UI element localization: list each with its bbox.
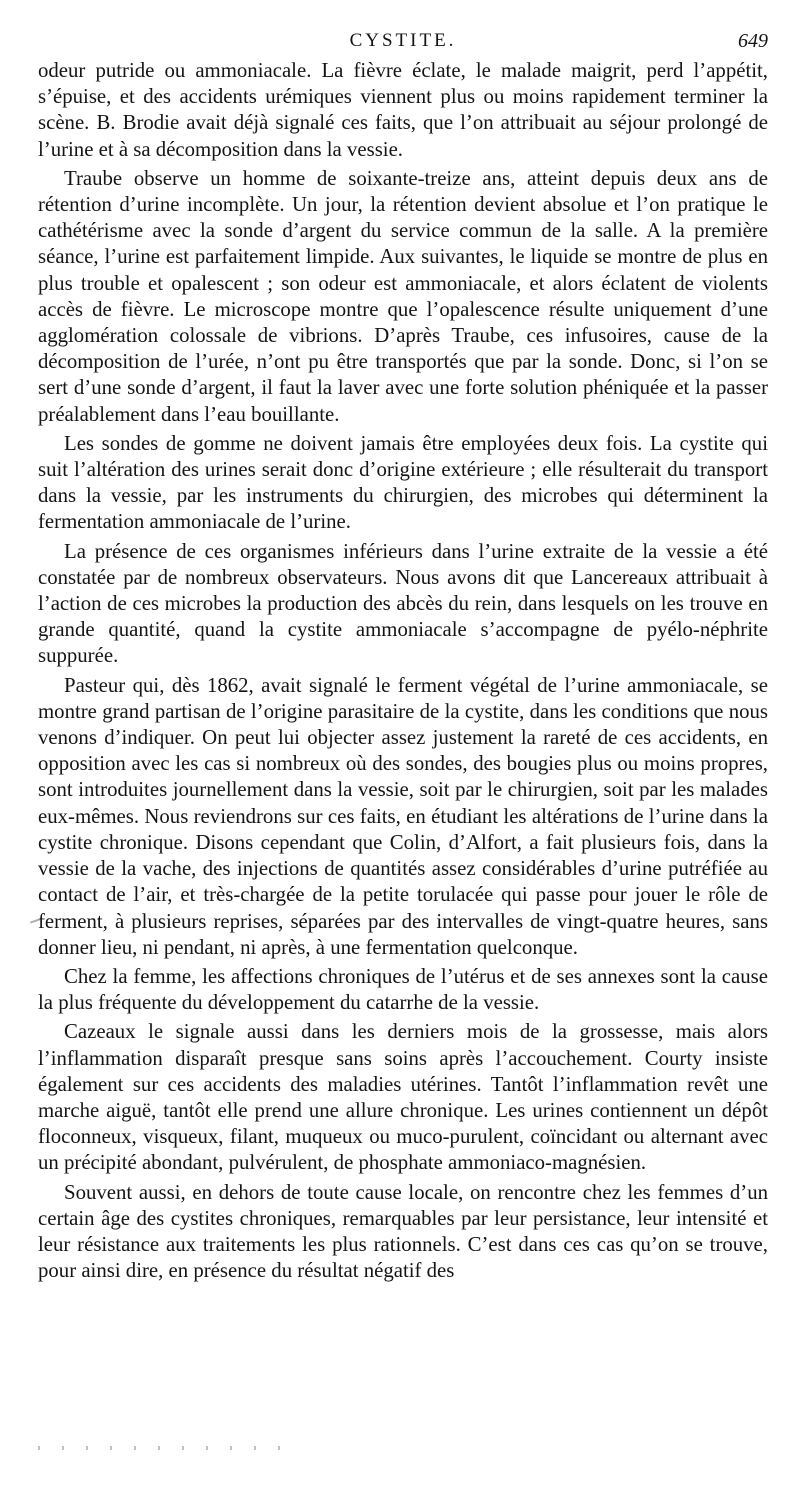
paragraph-women: Chez la femme, les affections chroniques de l’utérus et de ses annexes sont la cause la plus fréquente du développement du catarrhe de la vessie.: [38, 964, 768, 1015]
print-specks: [38, 1446, 288, 1450]
body-text: [38, 58, 768, 1284]
running-header: [38, 0, 768, 58]
paragraph-pasteur: Pasteur qui, dès 1862, avait signalé le ferment végétal de l’urine ammoniacale, se montre grand partisan de l’origine parasitaire de la cystite, dans les conditions que nous venons d’indiquer. On peut lui objecter assez justement la rareté de ces accidents, en opposition avec les cas si nombreux où des sondes, des bougies plus ou moins propres, sont introduites journellement dans la vessie, soit par le chirurgien, soit par les malades eux-mêmes. Nous reviendrons sur ces faits, en étudiant les altérations de l’urine dans la cystite chronique. Disons cependant que Colin, d’Alfort, a fait plusieurs fois, dans la vessie de la vache, des injections de quantités assez considérables d’urine putréfiée au contact de l’air, et très-chargée de la petite torulacée qui passe pour jouer le rôle de ferment, à plusieurs reprises, séparées par des intervalles de vingt-quatre heures, sans donner lieu, ni pendant, ni après, à une fermentation quelconque.: [38, 673, 768, 959]
paragraph-lower-organisms: La présence de ces organismes inférieurs dans l’urine extraite de la vessie a été constatée par de nombreux observateurs. Nous avons dit que Lancereaux attribuait à l’action de ces microbes la production des abcès du rein, dans lesquels on les trouve en grande quantité, quand la cystite ammoniacale s’accompagne de pyélo-néphrite suppurée.: [38, 539, 768, 668]
running-title: CYSTITE.: [349, 30, 457, 51]
paragraph-chronic-cystitis: Souvent aussi, en dehors de toute cause locale, on rencontre chez les femmes d’un certain âge des cystites chroniques, remarquables par leur persistance, leur intensité et leur résistance aux traitements les plus rationnels. C’est dans ces cas qu’on se trouve, pour ainsi dire, en présence du résultat négatif des: [38, 1180, 768, 1283]
paragraph-cazeaux: Cazeaux le signale aussi dans les derniers mois de la grossesse, mais alors l’inflammation disparaît presque sans soins après l’accouchement. Courty insiste également sur ces accidents des maladies utérines. Tantôt l’inflammation revêt une marche aiguë, tantôt elle prend une allure chronique. Les urines contiennent un dépôt floconneux, visqueux, filant, muqueux ou muco-purulent, coïncidant ou alternant avec un précipité abondant, pulvérulent, de phosphate ammoniaco-magnésien.: [38, 1020, 768, 1175]
page-number: 649: [738, 30, 768, 52]
book-page: [38, 0, 768, 1284]
paragraph-gum-catheters: Les sondes de gomme ne doivent jamais être employées deux fois. La cystite qui suit l’altération des urines serait donc d’origine extérieure ; elle résulterait du transport dans la vessie, par les instruments du chirurgien, des microbes qui déterminent la fermentation ammoniacale de l’urine.: [38, 431, 768, 534]
paragraph-continued: odeur putride ou ammoniacale. La fièvre éclate, le malade maigrit, perd l’appétit, s’épuise, et des accidents urémiques viennent plus ou moins rapidement terminer la scène. B. Brodie avait déjà signalé ces faits, que l’on attribuait au séjour prolongé de l’urine et à sa décomposition dans la vessie.: [38, 59, 768, 161]
paragraph-traube-case: Traube observe un homme de soixante-treize ans, atteint depuis deux ans de rétention d’urine incomplète. Un jour, la rétention devient absolue et l’on pratique le cathétérisme avec la sonde d’argent du service commun de la salle. A la première séance, l’urine est parfaitement limpide. Aux suivantes, le liquide se montre de plus en plus trouble et opalescent ; son odeur est ammoniacale, et alors éclatent de violents accès de fièvre. Le microscope montre que l’opalescence résulte uniquement d’une agglomération colossale de vibrions. D’après Traube, ces infusoires, cause de la décomposition de l’urée, n’ont pu être transportés que par la sonde. Donc, si l’on se sert d’une sonde d’argent, il faut la laver avec une forte solution phéniquée et la passer préalablement dans l’eau bouillante.: [38, 166, 768, 426]
